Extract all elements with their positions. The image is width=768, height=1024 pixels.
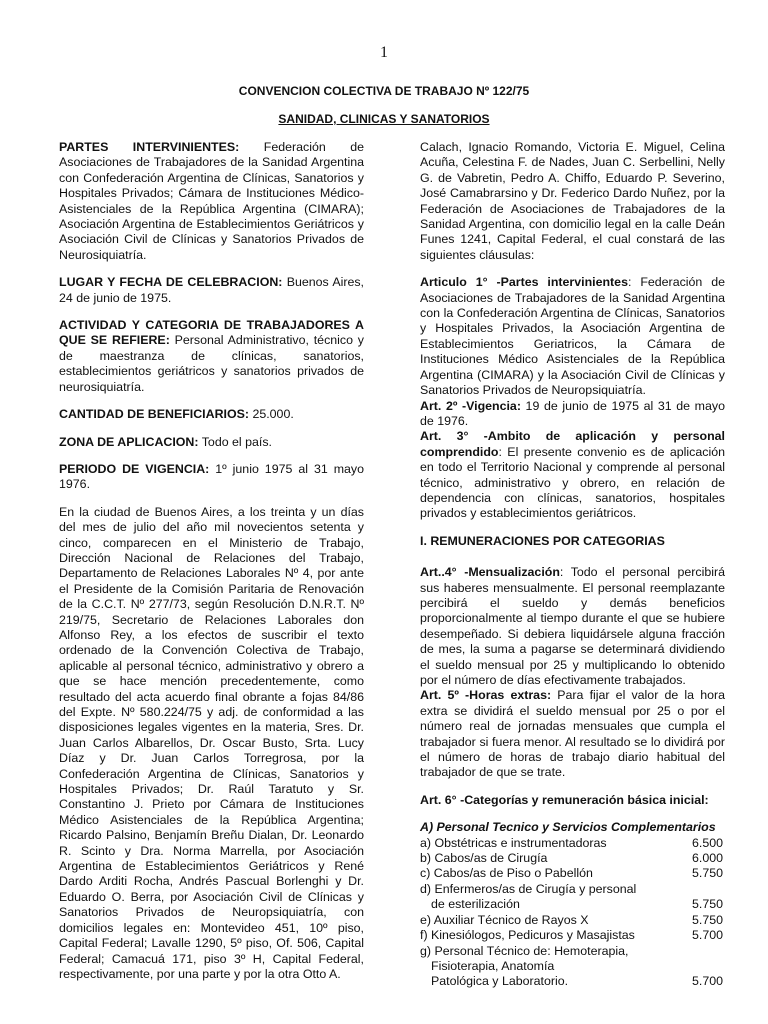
art1-label: Articulo 1° -Partes intervinientes — [420, 275, 628, 290]
lugar-text: Buenos Aires, 24 de junio de 1975. — [59, 275, 364, 305]
category-label: Patológica y Laboratorio. — [431, 974, 569, 989]
lugar-label: LUGAR Y FECHA DE CELEBRACION: — [59, 275, 283, 290]
category-amount — [675, 959, 725, 974]
category-row — [420, 882, 725, 897]
category-row — [420, 897, 725, 912]
category-label: e) Auxiliar Técnico de Rayos X — [420, 912, 589, 927]
category-row — [420, 944, 725, 959]
zona-text: Todo el país. — [198, 434, 272, 449]
category-row — [420, 913, 725, 928]
category-label: d) Enfermeros/as de Cirugía y personal — [420, 881, 637, 896]
beneficiarios-paragraph — [59, 407, 364, 422]
beneficiarios-label: CANTIDAD DE BENEFICIARIOS: — [59, 407, 249, 422]
category-label: f) Kinesiólogos, Pedicuros y Masajistas — [420, 928, 635, 943]
category-label: a) Obstétricas e instrumentadoras — [420, 835, 607, 850]
category-row — [420, 866, 725, 881]
page-number: 1 — [380, 44, 388, 61]
category-row — [420, 851, 725, 866]
zona-paragraph — [59, 435, 364, 450]
category-row — [420, 974, 725, 989]
body-paragraph: En la ciudad de Buenos Aires, a los treinta y un días del mes de julio del año mil novecientos setenta y cinco, comparecen en el Ministerio de Trabajo, Dirección Nacional de Relaciones del Trabajo, Departamento de Relaciones Laborales Nº 4, por ante el Presidente de la Comisión Paritaria de Renovación de la C.C.T. Nº 277/73, según Resolución D.N.R.T. Nº 219/75, Secretario de Relaciones Laborales don Alfonso Rey, a los efectos de suscribir el texto ordenado de la Convención Colectiva de Trabajo, aplicable al personal técnico, administrativo y obrero a que se hace mención precedentemente, como resultado del acta acuerdo final obrante a fojas 84/86 del Expte. Nº 580.224/75 y adj. de conformidad a las disposiciones legales vigentes en la materia, Sres. Dr. Juan Carlos Albarellos, Dr. Oscar Busto, Srta. Lucy Díaz y Dr. Juan Carlos Torregrosa, por la Confederación Argentina de Clínicas, Sanatorios y Hospitales Privados; Dr. Raúl Taratuto y Sr. Constantino J. Prieto por Cámara de Instituciones Médico Asistenciales de la República Argentina; Ricardo Palsino, Benjamín Breñu Dialan, Dr. Leonardo R. Scinto y Dra. Norma Marrella, por Asociación Argentina de Establecimientos Geriátricos y René Dardo Arditi Rocha, Andrés Pascual Borlenghi y Dr. Eduardo O. Berra, por Asociación Civil de Clínicas y Sanatorios Privados de Neuropsiquiatría, con domicilios legales en: Montevideo 451, 10º piso, Capital Federal; Lavalle 1290, 5º piso, Of. 506, Capital Federal; Camacuá 171, piso 3º H, Capital Federal, respectivamente, por una parte y por la otra Otto A. — [59, 504, 364, 981]
category-list — [420, 836, 725, 990]
left-column — [59, 140, 364, 982]
continuation-paragraph: Calach, Ignacio Romando, Victoria E. Miguel, Celina Acuña, Celestina F. de Nades, Juan C. Serbellini, Nelly G. de Vabretin, Pedro A. Chiffo, Eduardo P. Severino, José Camabrarsino y Dr. Federico Dardo Nuñez, por la Federación de Asociaciones de Trabajadores de la Sanidad Argentina, con domicilio legal en la calle Deán Funes 1241, Capital Federal, el cual constará de las siguientes cláusulas: — [420, 140, 725, 262]
category-row — [420, 928, 725, 943]
section-heading: I. REMUNERACIONES POR CATEGORIAS — [420, 533, 665, 548]
actividad-label: ACTIVIDAD Y CATEGORIA DE TRABAJADORES A QUE SE REFIERE: — [59, 318, 364, 348]
periodo-text: 1º junio 1975 al 31 mayo 1976. — [59, 461, 364, 492]
document-title: CONVENCION COLECTIVA DE TRABAJO Nº 122/75 — [238, 84, 530, 98]
actividad-text: Personal Administrativo, técnico y de maestranza de clínicas, sanatorios, establecimientos geriátricos y sanatorios privados de neurosiquiatría. — [59, 333, 364, 394]
art6-heading: Art. 6° -Categorías y remuneración básica inicial: — [420, 792, 709, 807]
category-amount: 6.000 — [691, 851, 723, 866]
category-label: de esterilización — [431, 897, 520, 912]
category-row — [420, 836, 725, 851]
category-amount — [675, 944, 725, 959]
art5-label: Art. 5º -Horas extras: — [420, 688, 552, 703]
art4-paragraph — [420, 565, 725, 688]
category-amount: 6.500 — [691, 835, 723, 850]
partes-paragraph — [59, 140, 364, 263]
art2-paragraph — [420, 399, 725, 430]
art3-text: : El presente convenio es de aplicación en todo el Territorio Nacional y comprende al personal técnico, administrativo y obrero, en relación de dependencia con clínicas, sanatorios, hospitales privados y establecimientos geriátricos. — [420, 444, 725, 521]
category-amount: 5.700 — [691, 928, 723, 943]
category-amount: 5.750 — [691, 866, 723, 881]
category-label: c) Cabos/as de Piso o Pabellón — [420, 866, 593, 881]
periodo-label: PERIODO DE VIGENCIA: — [59, 461, 210, 476]
category-row — [420, 959, 725, 974]
art2-text: 19 de junio de 1975 al 31 de mayo de 1976. — [420, 398, 725, 428]
art4-label: Art..4° -Mensualización — [420, 565, 560, 580]
zona-label: ZONA DE APLICACION: — [59, 434, 199, 449]
category-amount — [675, 882, 725, 897]
art5-paragraph — [420, 688, 725, 780]
lugar-paragraph — [59, 275, 364, 306]
category-label: Fisioterapia, Anatomía — [431, 958, 555, 973]
category-label: g) Personal Técnico de: Hemoterapia, — [420, 943, 629, 958]
partes-label: PARTES INTERVINIENTES: — [59, 140, 240, 154]
document-subtitle: SANIDAD, CLINICAS Y SANATORIOS — [278, 112, 490, 126]
art1-text: : Federación de Asociaciones de Trabajadores de la Sanidad Argentina con la Confederación Argentina de Clínicas, Sanatorios y Hospitales Privados, la Asociación Argentina de Establecimientos Geriatricos, la Cámara de Instituciones Médico Asistenciales de la República Argentina (CIMARA) y la Asociación Civil de Clínicas y Sanatorios Privados de Neuropsiquiatría. — [420, 275, 725, 398]
category-amount: 5.700 — [691, 974, 723, 989]
group-a-title: A) Personal Tecnico y Servicios Complementarios — [420, 820, 716, 835]
category-label: b) Cabos/as de Cirugía — [420, 851, 548, 866]
art2-label: Art. 2º -Vigencia: — [420, 398, 521, 413]
partes-text: Federación de Asociaciones de Trabajadores de la Sanidad Argentina con Confederación Argentina de Clínicas, Sanatorios y Hospitales Privados; Cámara de Instituciones Médico-Asistenciales de la República Argentina (CIMARA); Asociación Argentina de Establecimientos Geriátricos y Asociación Civil de Clínicas y Sanatorios Privados de Neurosiquiatría. — [59, 140, 364, 262]
category-amount: 5.750 — [691, 912, 723, 927]
actividad-paragraph — [59, 318, 364, 395]
beneficiarios-text: 25.000. — [249, 407, 294, 422]
category-amount: 5.750 — [691, 897, 723, 912]
art4-text: : Todo el personal percibirá sus haberes mensualmente. El personal reemplazante percibirá el sueldo y demás beneficios proporcionalmente al tiempo durante el que se hubiere desempeñado. Si debiera liquidársele alguna fracción de mes, la suma a pagarse se determinará dividiendo el sueldo mensual por 25 y multiplicando lo obtenido por el número de días efectivamente trabajados. — [420, 565, 725, 687]
art3-paragraph — [420, 429, 725, 521]
art1-paragraph — [420, 275, 725, 398]
periodo-paragraph — [59, 462, 364, 493]
right-column — [420, 140, 725, 990]
art3-label: Art. 3° -Ambito de aplicación y personal comprendido — [420, 429, 725, 459]
art5-text: Para fijar el valor de la hora extra se dividirá el sueldo mensual por 25 o por el número real de jornadas mensuales que cumpla el trabajador si fuera menor. Al resultado se lo dividirá por el número de horas de trabajo diario habitual del trabajador de que se trate. — [420, 688, 725, 780]
